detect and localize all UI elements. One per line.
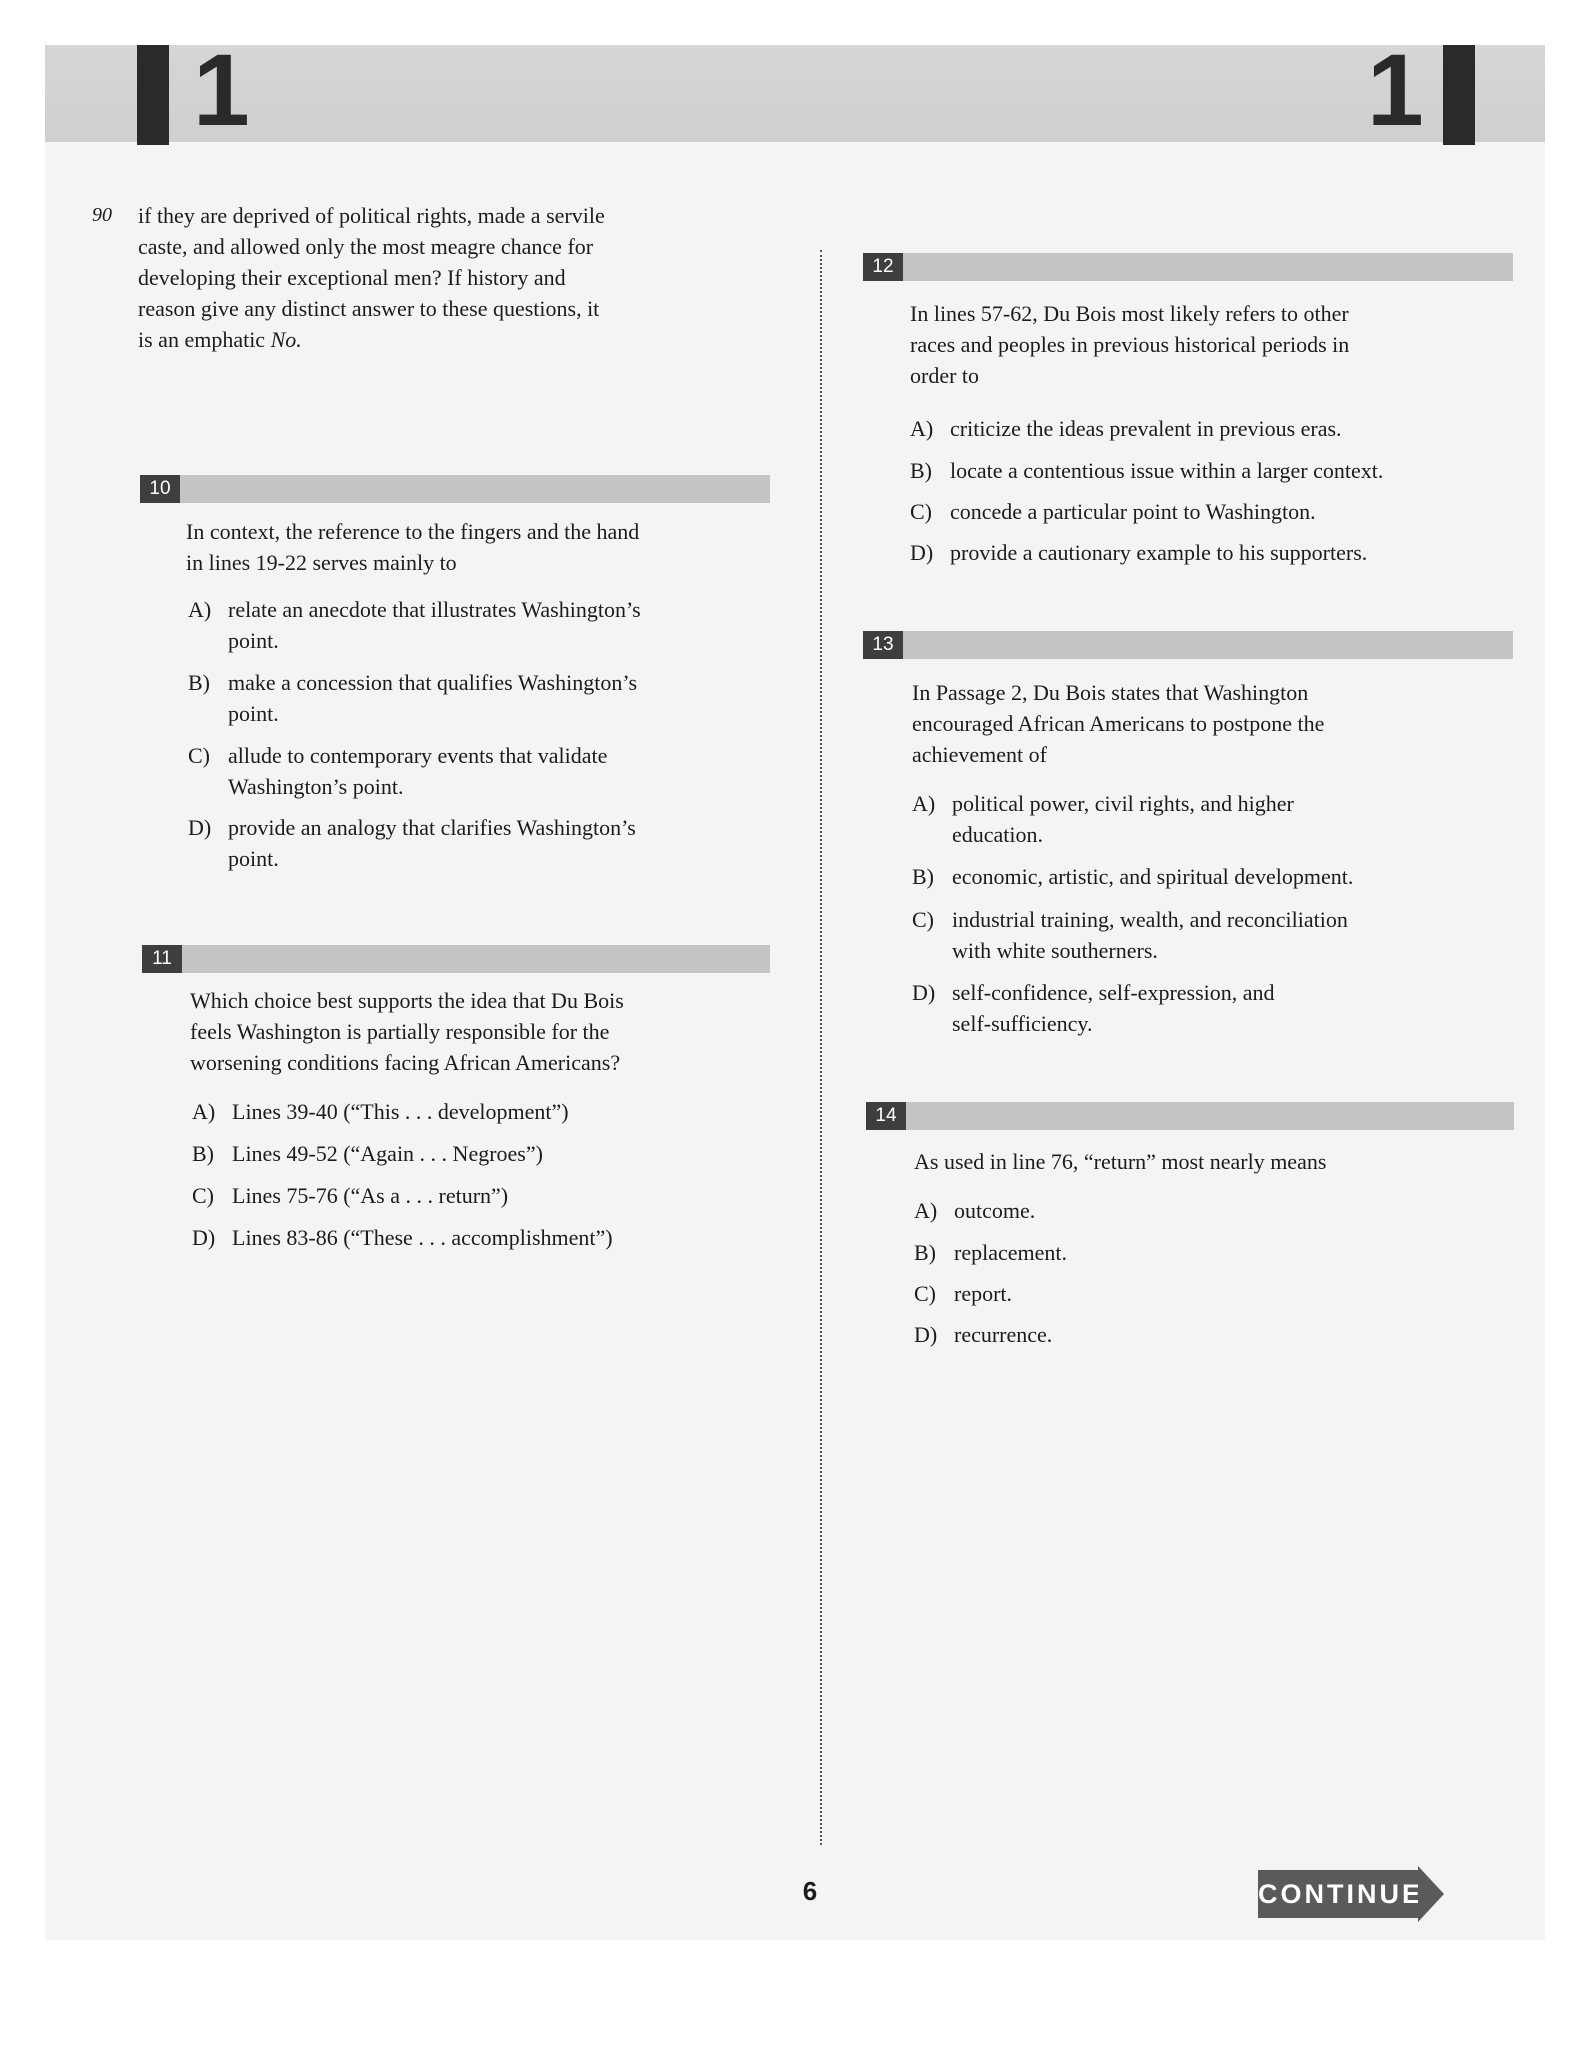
answer-option-a[interactable]: A) criticize the ideas prevalent in previous eras. — [910, 416, 1342, 441]
answer-option-d[interactable]: D) Lines 83-86 (“These . . . accomplishment”) — [192, 1225, 613, 1250]
question-number-bar — [866, 1102, 1514, 1130]
answer-option-c[interactable]: C) Lines 75-76 (“As a . . . return”) — [192, 1183, 509, 1208]
question-number: 12 — [863, 253, 903, 281]
question-stem: In lines 57-62, Du Bois most likely refers to other races and peoples in previous historical periods in order to — [910, 301, 1350, 388]
question-number-bar — [142, 945, 770, 973]
question-number: 14 — [866, 1102, 906, 1130]
section-number-right: 1 — [1367, 33, 1424, 147]
question-number-bar — [140, 475, 770, 503]
answer-option-c[interactable]: C) concede a particular point to Washington. — [910, 499, 1316, 524]
question-number: 11 — [142, 945, 182, 973]
section-number-left: 1 — [193, 33, 250, 147]
answer-option-b[interactable]: B) economic, artistic, and spiritual development. — [912, 864, 1354, 889]
answer-option-d[interactable]: D) provide an analogy that clarifies Washington’s point. — [188, 815, 636, 871]
passage-line: caste, and allowed only the most meagre chance for — [138, 234, 594, 259]
answer-option-b[interactable]: B) locate a contentious issue within a larger context. — [910, 458, 1384, 483]
continue-arrow-icon — [1418, 1866, 1444, 1922]
answer-option-b[interactable]: B) make a concession that qualifies Washington’s point. — [188, 670, 638, 726]
answer-option-a[interactable]: A) relate an anecdote that illustrates Washington’s point. — [188, 597, 641, 653]
section-marker-right — [1443, 45, 1475, 145]
answer-option-c[interactable]: C) report. — [914, 1281, 1013, 1306]
question-stem: Which choice best supports the idea that Du Bois feels Washington is partially responsible for the worsening conditions facing African Americans? — [190, 988, 624, 1075]
question-stem: In context, the reference to the fingers and the hand in lines 19-22 serves mainly to — [186, 519, 640, 575]
question-number: 10 — [140, 475, 180, 503]
answer-option-a[interactable]: A) political power, civil rights, and higher education. — [912, 791, 1294, 847]
section-marker-left — [137, 45, 169, 145]
question-stem: In Passage 2, Du Bois states that Washington encouraged African Americans to postpone the achievement of — [912, 680, 1325, 767]
line-number: 90 — [92, 204, 112, 226]
answer-option-a[interactable]: A) Lines 39-40 (“This . . . development”) — [192, 1099, 569, 1124]
emphasis-word: No. — [270, 327, 302, 352]
answer-option-b[interactable]: B) Lines 49-52 (“Again . . . Negroes”) — [192, 1141, 543, 1166]
passage-line: if they are deprived of political rights, made a servile — [138, 203, 605, 228]
column-divider — [820, 250, 822, 1845]
question-number-bar — [863, 253, 1513, 281]
answer-option-c[interactable]: C) industrial training, wealth, and reconciliation with white southerners. — [912, 907, 1348, 963]
passage-line: is an emphatic No. — [138, 327, 302, 352]
page-number: 6 — [802, 1876, 818, 1906]
question-number-bar — [863, 631, 1513, 659]
answer-option-d[interactable]: D) self-confidence, self-expression, and self-sufficiency. — [912, 980, 1275, 1036]
question-number: 13 — [863, 631, 903, 659]
passage-line: developing their exceptional men? If history and — [138, 265, 566, 290]
section-header-bar — [45, 45, 1545, 142]
answer-option-b[interactable]: B) replacement. — [914, 1240, 1067, 1265]
question-stem: As used in line 76, “return” most nearly means — [914, 1149, 1327, 1174]
answer-option-d[interactable]: D) recurrence. — [914, 1322, 1053, 1347]
passage-line: reason give any distinct answer to these questions, it — [138, 296, 600, 321]
answer-option-a[interactable]: A) outcome. — [914, 1198, 1036, 1223]
answer-option-c[interactable]: C) allude to contemporary events that validate Washington’s point. — [188, 743, 608, 799]
passage-continuation — [92, 200, 763, 355]
continue-button[interactable]: CONTINUE — [1258, 1870, 1418, 1918]
answer-option-d[interactable]: D) provide a cautionary example to his supporters. — [910, 540, 1368, 565]
